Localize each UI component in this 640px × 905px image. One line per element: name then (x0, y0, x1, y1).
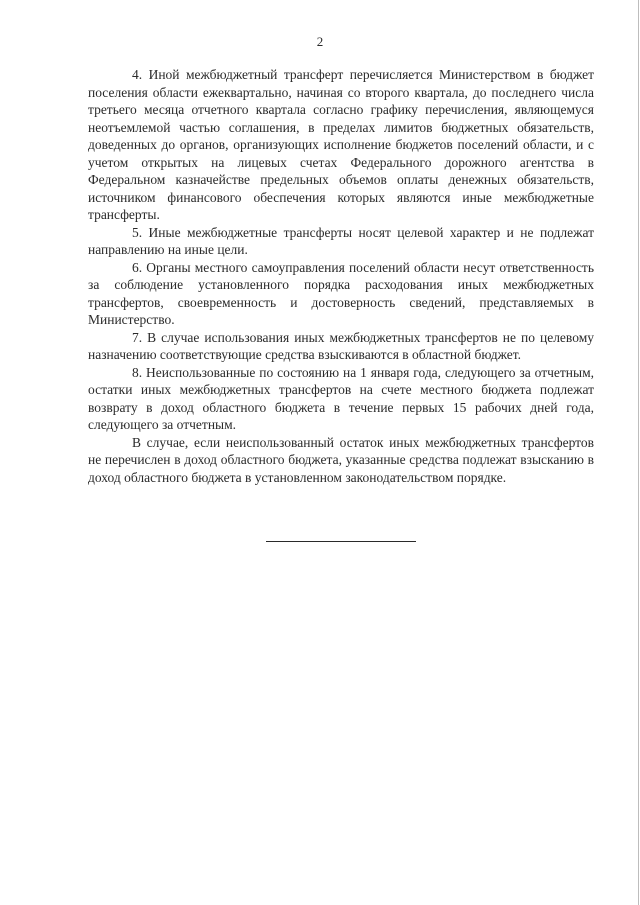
document-body (88, 66, 594, 486)
page-edge-line (638, 0, 639, 905)
paragraph-8: 8. Неиспользованные по состоянию на 1 января года, следующего за отчетным, остатки иных межбюджетных трансфертов на счете местного бюджета подлежат возврату в доход областного бюджета в течение первых 15 рабочих дней года, следующего за отчетным. (88, 364, 594, 432)
end-divider-line (266, 541, 416, 542)
paragraph-5: 5. Иные межбюджетные трансферты носят целевой характер и не подлежат направлению на иные цели. (88, 224, 594, 257)
paragraph-4: 4. Иной межбюджетный трансферт перечисляется Министерством в бюджет поселения области ежеквартально, начиная со второго квартала, до последнего числа третьего месяца отчетного квартала согласно графику перечисления, являющемуся неотъемлемой частью соглашения, в пределах лимитов бюджетных обязательств, доведенных до органов, организующих исполнение бюджетов поселений области, и с учетом открытых на лицевых счетах Федерального дорожного агентства в Федеральном казначействе предельных объемов оплаты денежных обязательств, источником финансового обеспечения которых являются иные межбюджетные трансферты. (88, 67, 594, 222)
page-number: 2 (316, 34, 324, 49)
paragraph-closing: В случае, если неиспользованный остаток иных межбюджетных трансфертов не перечислен в доход областного бюджета, указанные средства подлежат взысканию в доход областного бюджета в установленном законодательством порядке. (88, 434, 594, 485)
paragraph-6: 6. Органы местного самоуправления поселений области несут ответственность за соблюдение установленного порядка расходования иных межбюджетных трансфертов, своевременность и достоверность сведений, представляемых в Министерство. (88, 259, 594, 327)
paragraph-7: 7. В случае использования иных межбюджетных трансфертов не по целевому назначению соответствующие средства взыскиваются в областной бюджет. (88, 329, 594, 362)
